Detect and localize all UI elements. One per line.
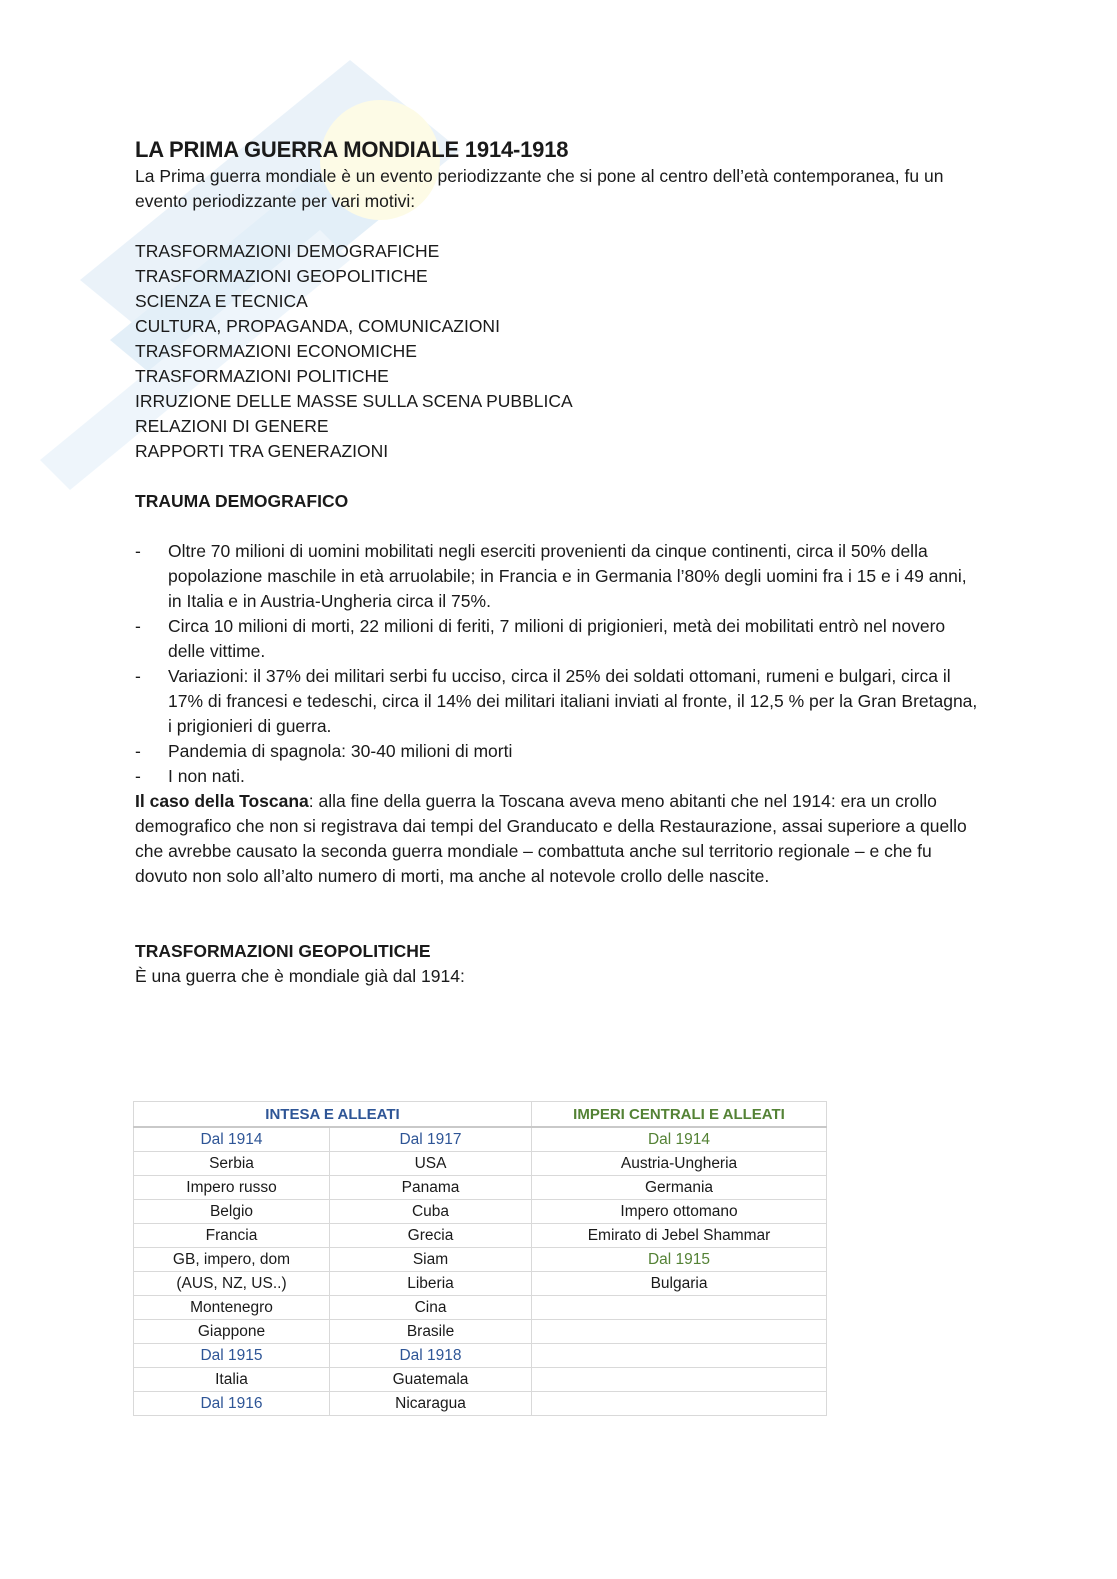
toscana-paragraph — [135, 789, 985, 889]
table-cell: Belgio — [134, 1200, 330, 1224]
topic-item: TRASFORMAZIONI GEOPOLITICHE — [135, 266, 428, 286]
table-cell: Dal 1915 — [532, 1248, 827, 1272]
table-cell: GB, impero, dom — [134, 1248, 330, 1272]
table-cell — [532, 1368, 827, 1392]
table-row — [134, 1320, 827, 1344]
table-row — [134, 1127, 827, 1152]
table-cell: Dal 1918 — [330, 1344, 532, 1368]
table-cell — [532, 1392, 827, 1416]
bullet-text: Circa 10 milioni di morti, 22 milioni di feriti, 7 milioni di prigionieri, metà dei mobilitati entrò nel novero delle vittime. — [168, 616, 946, 661]
bullet-dash: - — [135, 741, 141, 761]
toscana-text: : alla fine della guerra la Toscana aveva meno abitanti che nel 1914: era un crollo demografico che non si registrava dai tempi del Granducato e della Restaurazione, assai superiore a quello che avrebbe causato la seconda guerra mondiale – combattuta anche sul territorio regionale – e che fu dovuto non solo all’alto numero di morti, ma anche al notevole crollo delle nascite. — [135, 791, 967, 886]
table-cell: Cuba — [330, 1200, 532, 1224]
table-row — [134, 1176, 827, 1200]
table-row — [134, 1152, 827, 1176]
table-cell: Serbia — [134, 1152, 330, 1176]
table-cell: Cina — [330, 1296, 532, 1320]
bullet-text: Oltre 70 milioni di uomini mobilitati negli eserciti provenienti da cinque continenti, circa il 50% della popolazione maschile in età arruolabile; in Francia e in Germania l’80% degli uomini fra i 15 e i 49 anni, in Italia e in Austria-Ungheria circa il 75%. — [168, 541, 967, 611]
table-cell: Guatemala — [330, 1368, 532, 1392]
section-heading-geopolitics: TRASFORMAZIONI GEOPOLITICHE — [135, 941, 431, 961]
trauma-bullet-list — [135, 539, 985, 789]
bullet-text: Variazioni: il 37% dei militari serbi fu ucciso, circa il 25% dei soldati ottomani, rumeni e bulgari, circa il 17% di francesi e tedeschi, circa il 14% dei militari italiani inviati al fronte, il 12,5 % per la Gran Bretagna, i prigionieri di guerra. — [168, 666, 978, 736]
bullet-dash: - — [135, 666, 141, 686]
topic-item: RAPPORTI TRA GENERAZIONI — [135, 441, 389, 461]
table-row — [134, 1200, 827, 1224]
intro-paragraph: La Prima guerra mondiale è un evento periodizzante che si pone al centro dell’età contemporanea, fu un evento periodizzante per vari motivi: — [135, 166, 944, 211]
geo-intro: È una guerra che è mondiale già dal 1914: — [135, 966, 465, 986]
document-page — [135, 136, 985, 989]
topics-list — [135, 239, 985, 464]
table-cell — [532, 1320, 827, 1344]
bullet-dash: - — [135, 616, 141, 636]
table-header-row — [134, 1102, 827, 1128]
table-cell: Impero russo — [134, 1176, 330, 1200]
topic-item: CULTURA, PROPAGANDA, COMUNICAZIONI — [135, 316, 500, 336]
header-intesa: INTESA E ALLEATI — [134, 1102, 532, 1128]
table-cell: Bulgaria — [532, 1272, 827, 1296]
table-row — [134, 1392, 827, 1416]
table-cell: Liberia — [330, 1272, 532, 1296]
table-cell: Dal 1914 — [134, 1127, 330, 1152]
table-cell: Dal 1917 — [330, 1127, 532, 1152]
table-body — [134, 1127, 827, 1416]
topic-item: RELAZIONI DI GENERE — [135, 416, 329, 436]
topic-item: TRASFORMAZIONI POLITICHE — [135, 366, 389, 386]
table-cell: Emirato di Jebel Shammar — [532, 1224, 827, 1248]
topic-item: IRRUZIONE DELLE MASSE SULLA SCENA PUBBLICA — [135, 391, 573, 411]
list-item — [135, 739, 985, 764]
list-item — [135, 764, 985, 789]
table-cell: Impero ottomano — [532, 1200, 827, 1224]
table-cell: USA — [330, 1152, 532, 1176]
table-cell — [532, 1296, 827, 1320]
topic-item: TRASFORMAZIONI ECONOMICHE — [135, 341, 417, 361]
table-cell: Panama — [330, 1176, 532, 1200]
table-cell: (AUS, NZ, US..) — [134, 1272, 330, 1296]
bullet-text: Pandemia di spagnola: 30-40 milioni di morti — [168, 741, 513, 761]
table-row — [134, 1296, 827, 1320]
topic-item: SCIENZA E TECNICA — [135, 291, 308, 311]
list-item — [135, 664, 985, 739]
bullet-dash: - — [135, 541, 141, 561]
list-item — [135, 614, 985, 664]
table-row — [134, 1248, 827, 1272]
table-cell: Brasile — [330, 1320, 532, 1344]
table-cell: Dal 1914 — [532, 1127, 827, 1152]
table-cell: Montenegro — [134, 1296, 330, 1320]
list-item — [135, 539, 985, 614]
table-cell: Italia — [134, 1368, 330, 1392]
table-cell: Siam — [330, 1248, 532, 1272]
page-title: LA PRIMA GUERRA MONDIALE 1914-1918 — [135, 137, 569, 162]
table-row — [134, 1368, 827, 1392]
table-row — [134, 1272, 827, 1296]
table-cell — [532, 1344, 827, 1368]
table-cell: Giappone — [134, 1320, 330, 1344]
table-cell: Dal 1915 — [134, 1344, 330, 1368]
table-cell: Dal 1916 — [134, 1392, 330, 1416]
section-heading-trauma: TRAUMA DEMOGRAFICO — [135, 491, 349, 511]
topic-item: TRASFORMAZIONI DEMOGRAFICHE — [135, 241, 440, 261]
alliances-table — [133, 1101, 827, 1416]
table-cell: Grecia — [330, 1224, 532, 1248]
header-imperi: IMPERI CENTRALI E ALLEATI — [532, 1102, 827, 1128]
table-cell: Francia — [134, 1224, 330, 1248]
bullet-text: I non nati. — [168, 766, 245, 786]
table-cell: Austria-Ungheria — [532, 1152, 827, 1176]
bullet-dash: - — [135, 766, 141, 786]
toscana-label: Il caso della Toscana — [135, 791, 309, 811]
table-cell: Nicaragua — [330, 1392, 532, 1416]
table-row — [134, 1344, 827, 1368]
table-cell: Germania — [532, 1176, 827, 1200]
table-row — [134, 1224, 827, 1248]
